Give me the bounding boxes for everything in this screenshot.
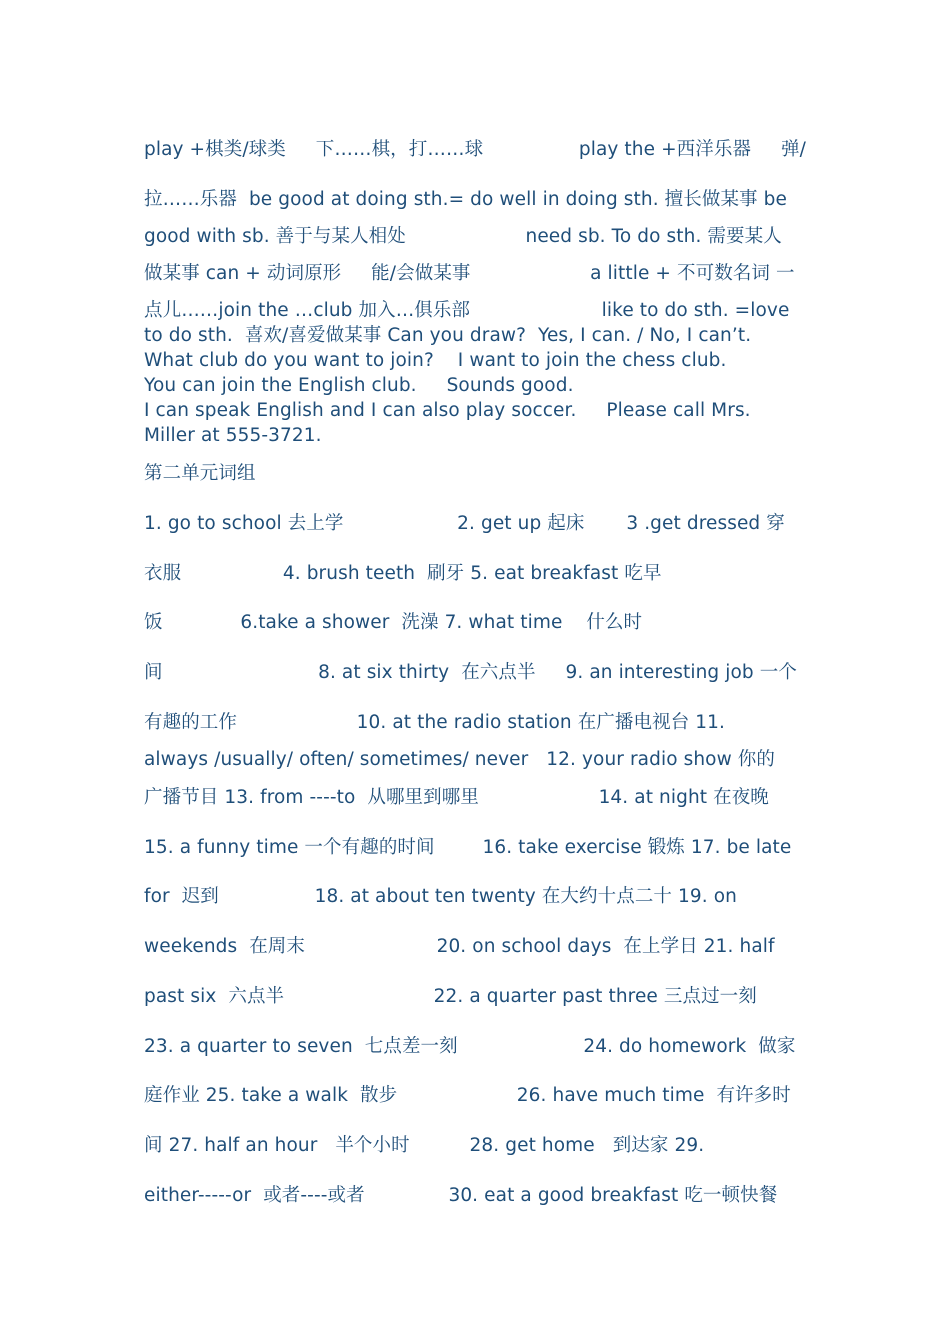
text-line: for 迟到 18. at about ten twenty 在大约十点二十 19. on — [144, 886, 737, 907]
text-line: 间 27. half an hour 半个小时 28. get home 到达家 29. — [144, 1135, 705, 1156]
text-line: 15. a funny time 一个有趣的时间 16. take exercise 锻炼 17. be late — [144, 837, 792, 858]
text-line: 23. a quarter to seven 七点差一刻 24. do homework 做家 — [144, 1036, 796, 1057]
text-line: either-----or 或者----或者 30. eat a good breakfast 吃一顿快餐 — [144, 1185, 778, 1206]
text-line: 庭作业 25. take a walk 散步 26. have much time 有许多时 — [144, 1085, 791, 1106]
text-line: 有趣的工作 10. at the radio station 在广播电视台 11. — [144, 712, 725, 733]
text-line: You can join the English club. Sounds good. — [144, 375, 574, 396]
text-line: to do sth. 喜欢/喜爱做某事 Can you draw? Yes, I can. / No, I can’t. — [144, 325, 752, 346]
text-line: 做某事 can + 动词原形 能/会做某事 a little + 不可数名词 一 — [144, 263, 795, 284]
text-line: 间 8. at six thirty 在六点半 9. an interesting job 一个 — [144, 662, 797, 683]
text-line: play +棋类/球类 下……棋，打……球 play the +西洋乐器 弹/ — [144, 139, 806, 160]
text-line: 拉……乐器 be good at doing sth.= do well in doing sth. 擅长做某事 be — [144, 189, 787, 210]
text-line: 点儿……join the …club 加入…俱乐部 like to do sth. =love — [144, 300, 790, 321]
text-line: 饭 6.take a shower 洗澡 7. what time 什么时 — [144, 612, 643, 633]
text-line: What club do you want to join? I want to join the chess club. — [144, 350, 727, 371]
text-line: weekends 在周末 20. on school days 在上学日 21. half — [144, 936, 775, 957]
text-line: 1. go to school 去上学 2. get up 起床 3 .get dressed 穿 — [144, 513, 785, 534]
text-line: good with sb. 善于与某人相处 need sb. To do sth. 需要某人 — [144, 226, 782, 247]
text-line: past six 六点半 22. a quarter past three 三点过一刻 — [144, 986, 757, 1007]
text-line: 衣服 4. brush teeth 刷牙 5. eat breakfast 吃早 — [144, 563, 662, 584]
section-heading: 第二单元词组 — [144, 463, 256, 484]
text-line: I can speak English and I can also play soccer. Please call Mrs. — [144, 400, 751, 421]
text-line: Miller at 555-3721. — [144, 425, 322, 446]
text-line: always /usually/ often/ sometimes/ never 12. your radio show 你的 — [144, 749, 775, 770]
text-line: 广播节目 13. from ----to 从哪里到哪里 14. at night 在夜晚 — [144, 787, 769, 808]
